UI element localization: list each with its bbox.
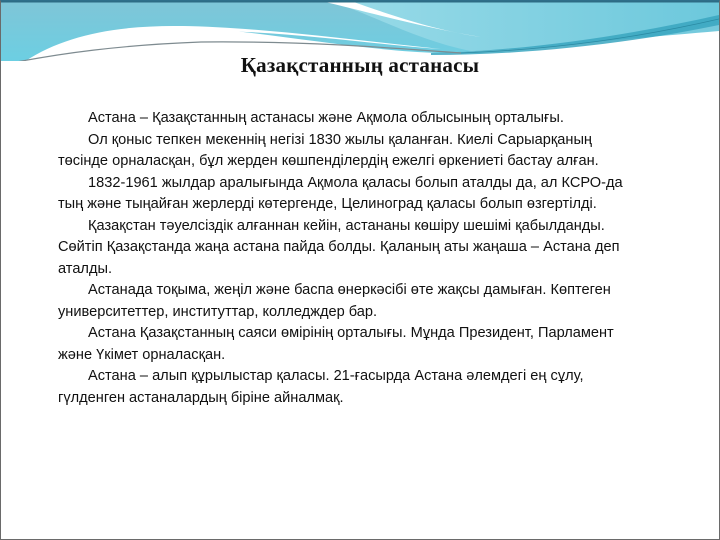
- decorative-wave-header: [1, 1, 719, 61]
- paragraph-5: Астанада тоқыма, жеңіл және баспа өнеркәсібі өте жақсы дамыған. Көптеген университеттер, институттар, колледждер бар.: [58, 282, 611, 320]
- paragraph-1: Астана – Қазақстанның астанасы және Ақмола облысының орталығы.: [88, 110, 564, 126]
- paragraph-7: Астана – алып құрылыстар қаласы. 21-ғасырда Астана әлемдегі ең сұлу, гүлденген астаналардың біріне айналмақ.: [58, 368, 584, 406]
- slide-title-text: Қазақстанның астанасы: [240, 53, 480, 77]
- paragraph-3: 1832-1961 жылдар аралығында Ақмола қаласы болып аталды да, ал КСРО-да тың және тыңайған жерлерді көтергенде, Целиноград қаласы болып өзгертілді.: [58, 174, 623, 212]
- slide-title: [1, 53, 719, 78]
- paragraph-4: Қазақстан тәуелсіздік алғаннан кейін, астананы көшіру шешімі қабылданды. Сөйтіп Қазақстанда жаңа астана пайда болды. Қаланың аты жаңаша – Астана деп аталды.: [58, 217, 620, 277]
- paragraph-2: Ол қоныс тепкен мекеннің негізі 1830 жылы қаланған. Киелі Сарыарқаның төсінде орналасқан, бұл жерден көшпенділердің ежелгі өркениеті бастау алған.: [58, 131, 599, 169]
- slide-body: [58, 108, 633, 409]
- paragraph-6: Астана Қазақстанның саяси өмірінің орталығы. Мұнда Президент, Парламент және Үкімет орналасқан.: [58, 325, 614, 363]
